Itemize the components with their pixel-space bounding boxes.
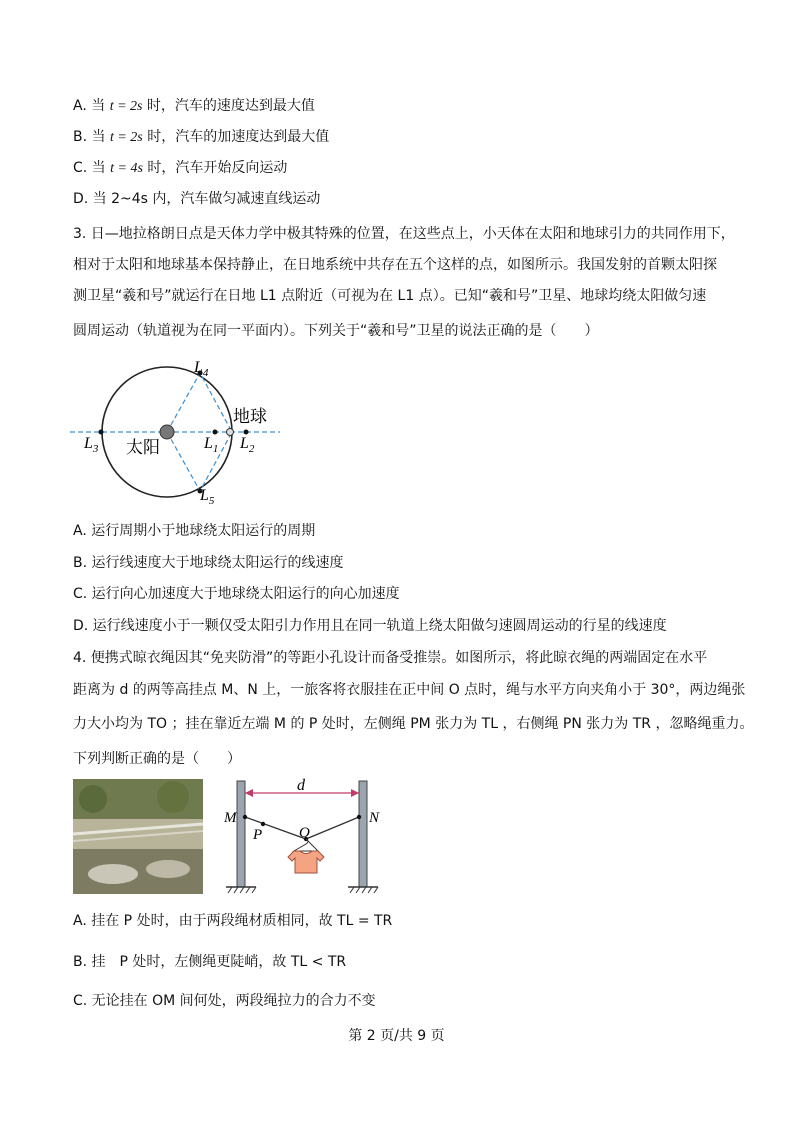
label-m: M [224,810,237,826]
lagrange-points-figure [70,360,285,508]
clothesline-diagram [222,777,392,899]
q3-option-a: A. 运行周期小于地球绕太阳运行的周期 [73,523,316,539]
shirt [288,851,324,873]
label-n: N [369,810,380,826]
clothesline-photo [73,779,203,894]
point-l1 [213,430,218,435]
q3-option-c: C. 运行向心加速度大于地球绕太阳运行的向心加速度 [73,586,400,602]
q4-stem-line-1: 4. 便携式晾衣绳因其“免夹防滑”的等距小孔设计而备受推崇。如图所示，将此晾衣绳的两端固定在水平 [73,650,708,666]
q4-option-b: B. 挂 P 处时，左侧绳更陡峭，故 TL < TR [73,954,347,970]
label-l3: $L_3$ [84,435,99,455]
q4-option-c: C. 无论挂在 OM 间何处，两段绳拉力的合力不变 [73,993,376,1009]
q2-option-b: B. 当 t = 2s 时，汽车的加速度达到最大值 [73,129,330,145]
q4-stem-line-4: 下列判断正确的是（ ） [73,751,241,767]
sun-label: 太阳 [126,438,160,457]
label-p: P [253,827,263,843]
label-o: O [299,825,310,841]
q2-option-d: D. 当 2~4s 内，汽车做匀减速直线运动 [73,191,321,207]
q4-stem-line-2: 距离为 d 的两等高挂点 M、N 上，一旅客将衣服挂在正中间 O 点时，绳与水平方向夹角小于 30°，两边绳张 [73,682,746,698]
pole-right [359,781,367,887]
page-footer: 第 2 页/共 9 页 [348,1028,445,1044]
q3-stem-line-1: 3. 日—地拉格朗日点是天体力学中极其特殊的位置，在这些点上，小天体在太阳和地球引力的共同作用下， [73,226,735,242]
q3-stem-line-2: 相对于太阳和地球基本保持静止，在日地系统中共存在五个这样的点，如图所示。我国发射的首颗太阳探 [73,257,717,273]
label-l5: $L_5$ [200,487,215,507]
point-l2 [244,430,249,435]
label-l1: $L_1$ [204,435,219,455]
label-d: d [297,777,305,794]
q4-stem-line-3: 力大小均为 TO ；挂在靠近左端 M 的 P 处时，左侧绳 PM 张力为 TL ，右侧绳 PN 张力为 TR ，忽略绳重力。 [73,716,754,732]
label-l2: $L_2$ [240,435,255,455]
q2-option-c: C. 当 t = 4s 时，汽车开始反向运动 [73,160,288,176]
q3-stem-line-3: 测卫星“羲和号”就运行在日地 L1 点附近（可视为在 L1 点）。已知“羲和号”卫星、地球均绕太阳做匀速 [73,288,707,304]
sun [160,425,174,439]
point-l3 [99,430,104,435]
label-l4: $L_4$ [194,360,209,379]
q3-stem-line-4: 圆周运动（轨道视为在同一平面内）。下列关于“羲和号”卫星的说法正确的是（ ） [73,323,599,339]
q4-option-a: A. 挂在 P 处时，由于两段绳材质相同，故 TL = TR [73,913,393,929]
q2-option-a: A. 当 t = 2s 时，汽车的速度达到最大值 [73,98,315,114]
pole-left [237,781,245,887]
earth [227,429,234,436]
q3-option-b: B. 运行线速度大于地球绕太阳运行的线速度 [73,555,344,571]
q3-option-d: D. 运行线速度小于一颗仅受太阳引力作用且在同一轨道上绕太阳做匀速圆周运动的行星的线速度 [73,618,667,634]
earth-label: 地球 [233,407,267,426]
